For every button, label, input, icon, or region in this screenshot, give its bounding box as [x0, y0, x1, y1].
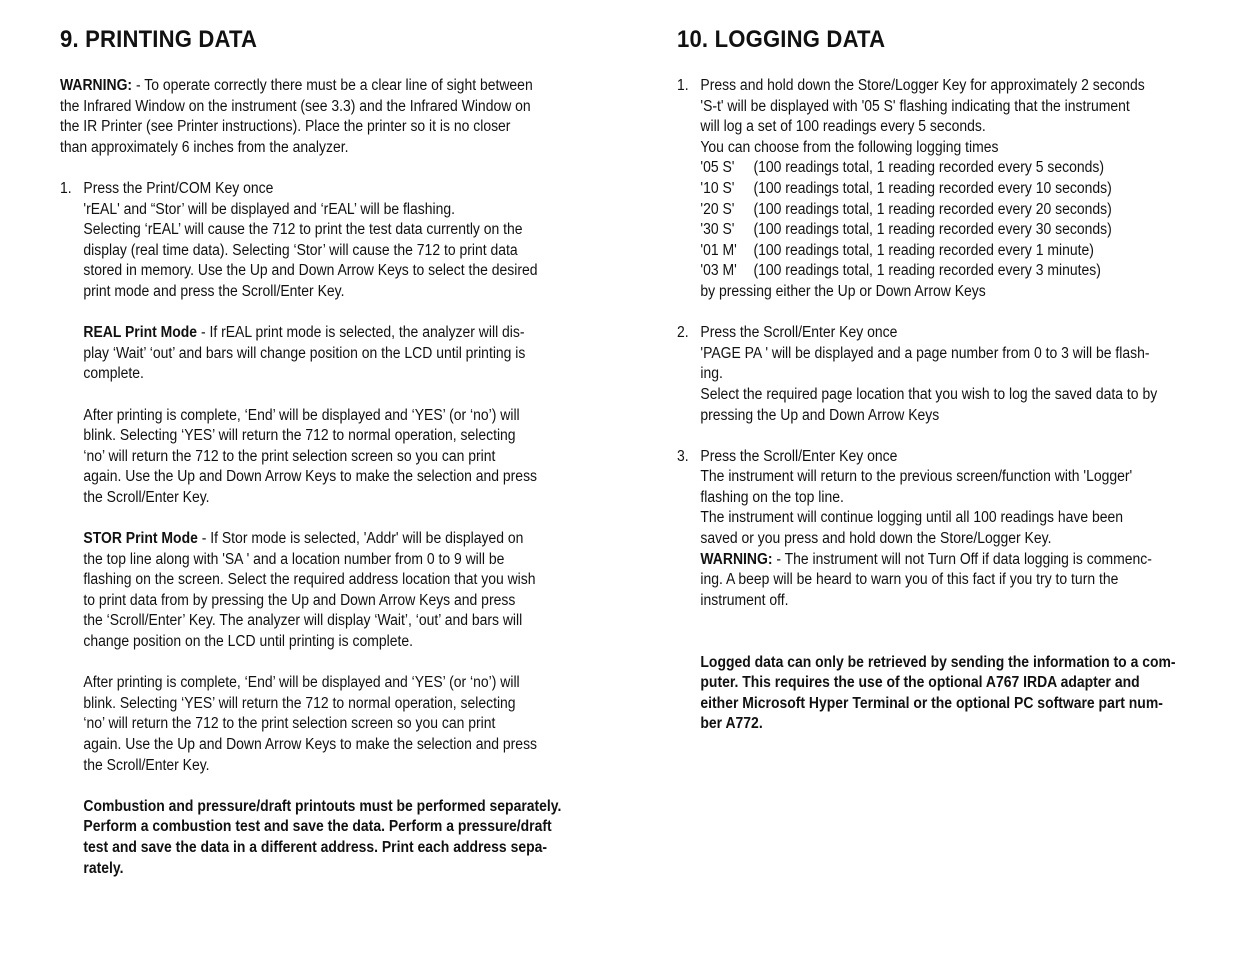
log-time-row: [700, 221, 1111, 238]
section-body: [60, 76, 591, 879]
logged-data-note: Logged data can only be retrieved by sending the information to a com- puter. This requires the use of the optional A767 IRDA adapter and either Microsoft Hyper Terminal or the optional PC software part num- ber A772.: [700, 653, 1176, 733]
step-number: 1.: [60, 179, 72, 197]
step-3: [677, 447, 1208, 612]
log-time-row: [700, 201, 1111, 218]
warning-label: WARNING:: [700, 550, 773, 568]
real-print-mode-label: REAL Print Mode: [83, 324, 198, 342]
warning-label: WARNING:: [60, 77, 133, 94]
after-printing-paragraph: After printing is complete, ‘End’ will be displayed and ‘YES’ (or ‘no’) will blink. Selecting ‘YES’ will return the 712 to normal operation, selecting ‘no’ will return the 712 to the print selection screen so you can print again. Use the Up and Down Arrow Keys to make the selection and press the Scroll/Enter Key.: [83, 406, 538, 506]
step-text: Press the Scroll/Enter Key once The instrument will return to the previous screen/function with 'Logger' flashing on the top line. The instrument will continue logging until all 100 readings have been saved or you press and hold down the Store/Logger Key. WARNING: - The instrument will not Turn Off if data logging is commenc- ing. A beep will be heard to warn you of this fact if you try to turn the instrument off.: [700, 447, 1152, 609]
stor-print-mode-paragraph: STOR Print Mode - If Stor mode is selected, 'Addr' will be displayed on the top line along with 'SA ' and a location number from 0 to 9 will be flashing on the screen. Select the required address location that you wish to print data from by pressing the Up and Down Arrow Keys and press the ‘Scroll/Enter’ Key. The analyzer will display ‘Wait’, ‘out’ and bars will change position on the LCD until printing is complete.: [83, 530, 536, 651]
log-time-row: [700, 159, 1104, 176]
step-text: Press the Scroll/Enter Key once 'PAGE PA ' will be displayed and a page number from 0 to 3 will be flash- ing. Select the required page location that you wish to log the saved data to by pressing the Up and Down Arrow Keys: [700, 324, 1158, 424]
after-printing-paragraph: After printing is complete, ‘End’ will be displayed and ‘YES’ (or ‘no’) will blink. Selecting ‘YES’ will return the 712 to normal operation, selecting ‘no’ will return the 712 to the print selection screen so you can print again. Use the Up and Down Arrow Keys to make the selection and press the Scroll/Enter Key.: [83, 674, 538, 774]
step-2: [677, 323, 1208, 426]
log-time-row: [700, 262, 1101, 279]
step-1: [677, 76, 1208, 303]
combustion-note: Combustion and pressure/draft printouts must be performed separately. Perform a combustion test and save the data. Perform a pressure/draft test and save the data in a different address. Print each address sepa- rately.: [83, 797, 562, 877]
log-time-desc: (100 readings total, 1 reading recorded every 20 seconds): [753, 200, 1112, 218]
step-number: 2.: [677, 324, 689, 342]
step-text: Press and hold down the Store/Logger Key for approximately 2 seconds 'S-t' will be displayed with '05 S' flashing indicating that the instrument will log a set of 100 readings every 5 seconds. You can choose from the following logging times '05 S' (100 readings total, 1 reading recorded every 5 seconds) '10 S' (100 readings total, 1 reading recorded every 10 seconds) '20 S' (100 readings total, 1 reading recorded every 20 seconds) '30 S' (100 readings total, 1 reading recorded every 30 seconds) '01 M' (100 readings total, 1 reading recorded every 1 minute) '03 M' (100 readings total, 1 reading recorded every 3 minutes) by pressing either the Up or Down Arrow Keys: [700, 77, 1145, 300]
log-time-desc: (100 readings total, 1 reading recorded every 30 seconds): [753, 221, 1112, 239]
section-body: [677, 76, 1208, 735]
log-time-row: [700, 242, 1094, 259]
log-time-desc: (100 readings total, 1 reading recorded every 3 minutes): [753, 262, 1101, 280]
step-text: Press the Print/COM Key once 'rEAL' and “Stor’ will be displayed and ‘rEAL’ will be flashing. Selecting ‘rEAL’ will cause the 712 to print the test data currently on the display (real time data). Selecting ‘Stor’ will cause the 712 to print data stored in memory. Use the Up and Down Arrow Keys to select the desired print mode and press the Scroll/Enter Key.: [83, 179, 538, 300]
warning-paragraph: WARNING: - To operate correctly there must be a clear line of sight between the Infrared Window on the instrument (see 3.3) and the Infrared Window on the IR Printer (see Printer instructions). Place the printer so it is no closer than approximately 6 inches from the analyzer.: [60, 77, 533, 156]
log-time-code: '01 M': [700, 241, 737, 259]
log-time-desc: (100 readings total, 1 reading recorded every 10 seconds): [753, 179, 1112, 197]
log-time-code: '20 S': [700, 200, 735, 218]
real-print-mode-paragraph: REAL Print Mode - If rEAL print mode is selected, the analyzer will dis- play ‘Wait’ ‘out’ and bars will change position on the LCD until printing is complete.: [83, 324, 526, 383]
log-time-desc: (100 readings total, 1 reading recorded every 5 seconds): [753, 159, 1105, 177]
log-time-row: [700, 180, 1111, 197]
step-number: 1.: [677, 77, 689, 94]
log-time-code: '10 S': [700, 179, 735, 197]
step-1: [60, 179, 591, 303]
log-time-desc: (100 readings total, 1 reading recorded every 1 minute): [753, 241, 1094, 259]
step-number: 3.: [677, 447, 689, 465]
section-heading: 10. LOGGING DATA: [677, 26, 886, 53]
stor-print-mode-label: STOR Print Mode: [83, 530, 198, 548]
log-time-code: '05 S': [700, 159, 735, 177]
log-time-code: '30 S': [700, 221, 735, 239]
log-time-code: '03 M': [700, 262, 737, 280]
section-heading: 9. PRINTING DATA: [60, 26, 258, 53]
